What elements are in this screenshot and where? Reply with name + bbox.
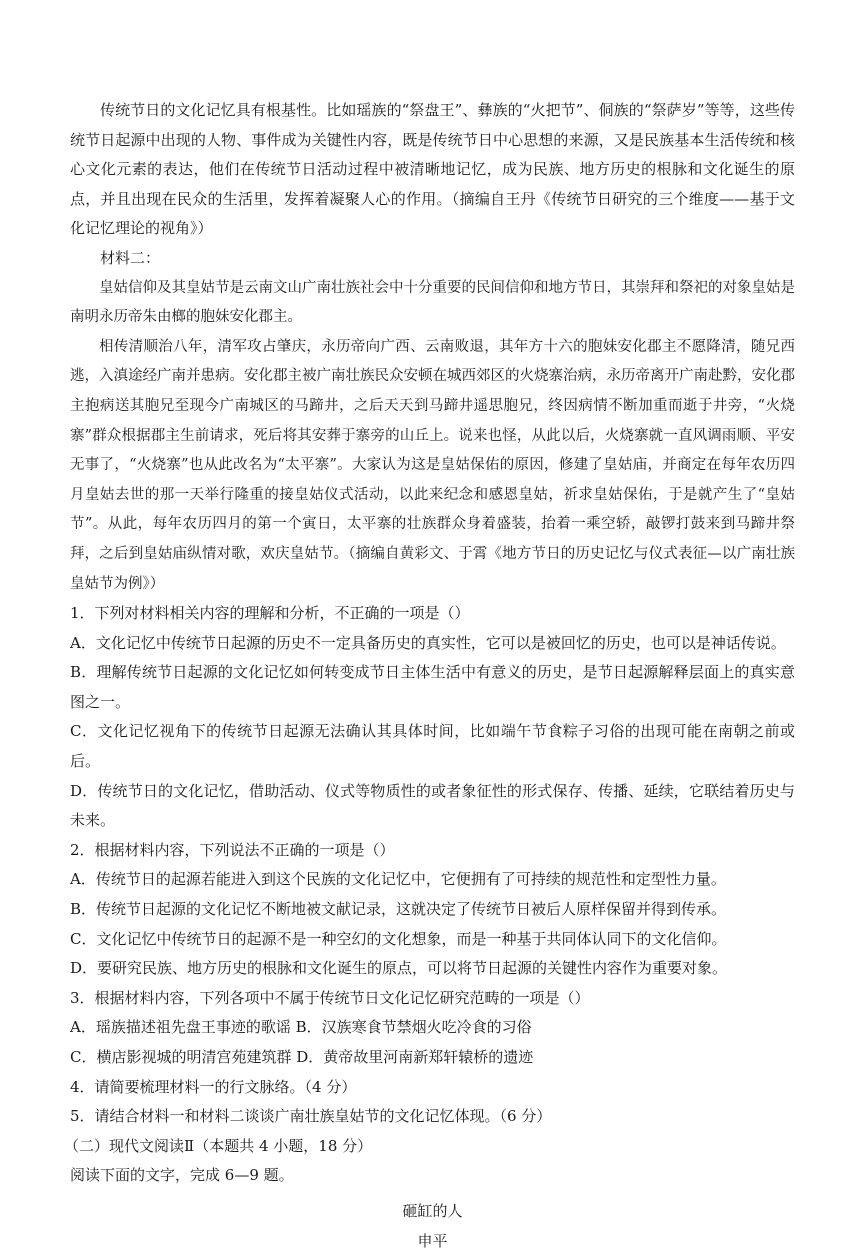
material-one-paragraph: 传统节日的文化记忆具有根基性。比如瑶族的“祭盘王”、彝族的“火把节”、侗族的“祭萨岁”等等，这些传统节日起源中出现的人物、事件成为关键性内容，既是传统节日中心思想的来源，又是民族基本生活传统和核心文化元素的表达，他们在传统节日活动过程中被清晰地记忆，成为民族、地方历史的根脉和文化诞生的原点，并且出现在民众的生活里，发挥着凝聚人心的作用。（摘编自王丹《传统节日研究的三个维度——基于文化记忆理论的视角》） [70, 101, 795, 238]
question-2: 2．根据材料内容，下列说法不正确的一项是（） [70, 840, 395, 859]
question-1: 1．下列对材料相关内容的理解和分析，不正确的一项是（） [70, 604, 470, 623]
question-3-options-ab: A．瑶族描述祖先盘王事迹的歌谣 B．汉族寒食节禁烟火吃冷食的习俗 [70, 1018, 532, 1037]
story-title: 砸缸的人 [402, 1201, 463, 1220]
question-2-option-a: A．传统节日的起源若能进入到这个民族的文化记忆中，它便拥有了可持续的规范性和定型性力量。 [70, 870, 726, 889]
question-3: 3．根据材料内容，下列各项中不属于传统节日文化记忆研究范畴的一项是（） [70, 988, 590, 1007]
question-2-option-b: B．传统节日起源的文化记忆不断地被文献记录，这就决定了传统节日被后人原样保留并得到传承。 [70, 900, 727, 919]
question-5: 5．请结合材料一和材料二谈谈广南壮族皇姑节的文化记忆体现。（6 分） [70, 1107, 552, 1126]
material-two-label: 材料二： [100, 248, 161, 267]
question-1-option-b: B．理解传统节日起源的文化记忆如何转变成节日主体生活中有意义的历史，是节日起源解释层面上的真实意图之一。 [70, 663, 795, 711]
document-page [64, 96, 795, 1256]
question-2-option-d: D．要研究民族、地方历史的根脉和文化诞生的原点，可以将节日起源的关键性内容作为重要对象。 [70, 959, 728, 978]
section-two-heading: （二）现代文阅读Ⅱ（本题共 4 小题，18 分） [64, 1136, 373, 1155]
material-two-paragraph-1: 皇姑信仰及其皇姑节是云南文山广南壮族社会中十分重要的民间信仰和地方节日，其崇拜和祭祀的对象皇姑是南明永历帝朱由榔的胞妹安化郡主。 [70, 279, 795, 326]
story-author: 申平 [417, 1231, 448, 1250]
question-4: 4．请简要梳理材料一的行文脉络。（4 分） [70, 1077, 357, 1096]
section-two-instruction: 阅读下面的文字，完成 6—9 题。 [70, 1166, 294, 1185]
question-2-option-c: C．文化记忆中传统节日的起源不是一种空幻的文化想象，而是一种基于共同体认同下的文化信仰。 [70, 929, 727, 948]
question-1-option-c: C．文化记忆视角下的传统节日起源无法确认其具体时间，比如端午节食粽子习俗的出现可能在南朝之前或后。 [70, 722, 795, 771]
material-two-paragraph-2: 相传清顺治八年，清军攻占肇庆，永历帝向广西、云南败退，其年方十六的胞妹安化郡主不愿降清，随兄西逃，入滇途经广南并患病。安化郡主被广南壮族民众安顿在城西郊区的火烧寨治病，永历帝离开广南赴黔，安化郡主抱病送其胞兄至现今广南城区的马蹄井，之后天天到马蹄井遥思胞兄，终因病情不断加重而逝于井旁，“火烧寨”群众根据郡主生前请求，死后将其安葬于寨旁的山丘上。说来也怪，从此以后，火烧寨就一直风调雨顺、平安无事了，“火烧寨”也从此改名为“太平寨”。大家认为这是皇姑保佑的原因，修建了皇姑庙，并商定在每年农历四月皇姑去世的那一天举行隆重的接皇姑仪式活动，以此来纪念和感恩皇姑，祈求皇姑保佑，于是就产生了“皇姑节”。从此，每年农历四月的第一个寅日，太平寨的壮族群众身着盛装，抬着一乘空轿，敲锣打鼓来到马蹄井祭拜，之后到皇姑庙纵情对歌，欢庆皇姑节。（摘编自黄彩文、于霄《地方节日的历史记忆与仪式表征—以广南壮族皇姑节为例》） [70, 338, 795, 592]
question-1-option-d: D．传统节日的文化记忆，借助活动、仪式等物质性的或者象征性的形式保存、传播、延续，它联结着历史与未来。 [70, 781, 795, 830]
question-1-option-a: A．文化记忆中传统节日起源的历史不一定具备历史的真实性，它可以是被回忆的历史，也可以是神话传说。 [70, 633, 786, 652]
question-3-options-cd: C．横店影视城的明清宫苑建筑群 D．黄帝故里河南新郑轩辕桥的遗迹 [70, 1048, 534, 1066]
